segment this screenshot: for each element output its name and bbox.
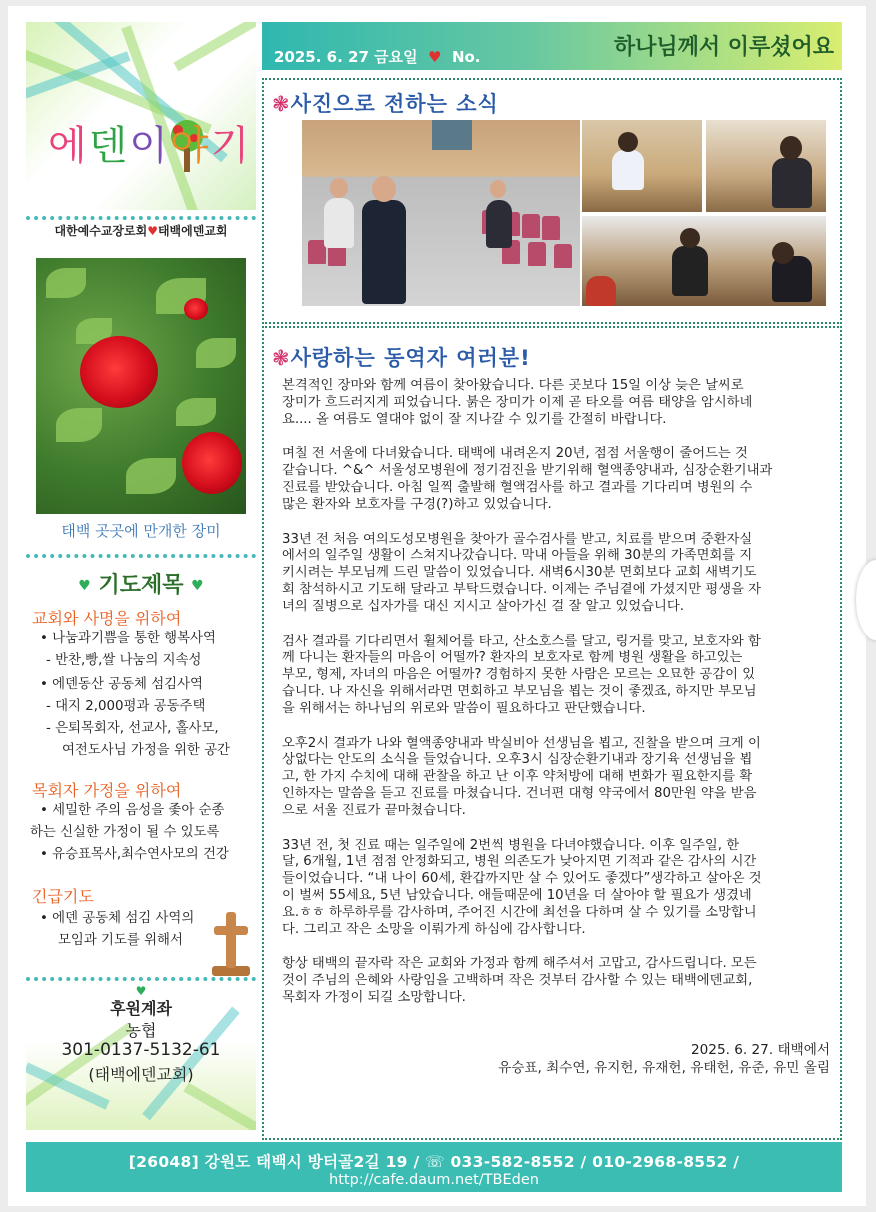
prayer-item: • 에덴 공동체 섬김 사역의 (40, 911, 195, 926)
letter-line: 요.... 올 여름도 열대야 없이 잘 지나갈 수 있기를 간절히 바랍니다. (282, 411, 667, 427)
heart-icon: ♥ (147, 224, 158, 238)
heart-icon: ♥ (191, 578, 204, 594)
letter-line: 다. 그리고 작은 소망을 이뤄가게 하심에 감사합니다. (282, 921, 586, 937)
giving-account: 301-0137-5132-61 (61, 1040, 221, 1060)
letter-line: 인하자는 말씀을 듣고 진료를 마쳤습니다. 건너편 대형 약국에서 80만원 약을 받음 (282, 785, 757, 801)
logo-char: 이 (129, 123, 170, 169)
letter-paragraph (282, 446, 824, 513)
rose-photo (36, 258, 246, 514)
letter-body (282, 378, 824, 1025)
letter-line: 진료를 받았습니다. 아침 일찍 출발해 혈액검사를 하고 결과를 기다리며 병원의 수 (282, 479, 753, 495)
footer (26, 1142, 842, 1192)
prayer-item: • 에덴동산 공동체 섬김사역 (40, 677, 203, 692)
prayer-heading: 목회자 가정을 위하여 (32, 781, 182, 800)
letter-line: 며칠 전 서울에 다녀왔습니다. 태백에 내려온지 20년, 점점 서울행이 줄어드는 것 (282, 446, 748, 462)
letter-line: 33년 전 처음 여의도성모병원을 찾아가 골수검사를 받고, 치료를 받으며 중환자실 (282, 531, 753, 547)
letter-line: 달, 6개월, 1년 점점 안정화되고, 병원 의존도가 낮아지면 기적과 같은 감사의 시간 (282, 854, 757, 870)
letter-line: 께 다니는 환자들의 마음이 어떨까? 환자의 보호자로 함께 병원 생활을 하고있는 (282, 650, 743, 666)
photo-study-3 (582, 216, 826, 306)
prayer-heading: 교회와 사명을 위하여 (32, 609, 182, 628)
letter-line: 요.ㅎㅎ 하루하루를 감사하며, 주어진 시간에 최선을 다하며 살 수 있기를 소망합니 (282, 904, 757, 920)
prayer-heading: 긴급기도 (32, 887, 94, 906)
letter-line: 고, 한 가지 수치에 대해 관찰을 하고 난 이후 약처방에 대해 변화가 필요한지를 확 (282, 769, 753, 785)
prayer-item: 모임과 기도를 위해서 (58, 933, 183, 948)
divider (26, 554, 256, 558)
left-column (26, 22, 256, 1130)
letter-line: 이 벌써 55세요, 5년 남았습니다. 애들때문에 10년을 더 살아야 할 필요가 생겼네 (282, 887, 752, 903)
letter-paragraph (282, 378, 824, 428)
letter-line: 본격적인 장마와 함께 여름이 찾아왔습니다. 다른 곳보다 15일 이상 늦은 날씨로 (282, 378, 744, 393)
logo-char: 덴 (88, 123, 130, 169)
logo-banner (26, 22, 256, 210)
letter-paragraph (282, 838, 824, 939)
divider (26, 216, 256, 220)
flower-icon: ❃ (272, 92, 291, 116)
prayer-item: • 세밀한 주의 음성을 좇아 순종 (40, 803, 225, 818)
letter-line: 많은 환자와 보호자를 구경(?)하고 있었습니다. (282, 496, 552, 512)
photo-chapel (302, 120, 580, 306)
footer-url[interactable]: http://cafe.daum.net/TBEden (329, 1172, 539, 1188)
photo-study-1 (582, 120, 702, 212)
prayer-item: 여전도사님 가정을 위한 공간 (62, 743, 230, 758)
issue-date: 2025. 6. 27 금요일 ♥ No. (274, 48, 481, 66)
heart-icon: ♥ (428, 48, 442, 66)
logo-title (48, 122, 251, 170)
letter-paragraph (282, 956, 824, 1006)
letter-paragraph (282, 736, 824, 820)
letter-sign-names: 유승표, 최수연, 유지헌, 유재헌, 유태헌, 유준, 유민 올림 (498, 1060, 830, 1076)
header-bar (262, 22, 842, 70)
prayer-item: - 대지 2,000평과 공동주택 (46, 699, 206, 714)
cross-icon (208, 906, 254, 978)
flower-icon: ❃ (272, 346, 291, 370)
letter-line: 회 참석하시고 기도해 달라고 부탁드렸습니다. 이제는 주님곁에 가셨지만 평생을 자 (282, 581, 761, 597)
prayer-title: ♥ 기도제목 ♥ (78, 573, 204, 598)
letter-section (262, 326, 842, 1140)
prayer-item: 하는 신실한 가정이 될 수 있도록 (30, 825, 220, 840)
footer-address: [26048] 강원도 태백시 방터골2길 19 / ☏ 033-582-8552 / 010-2968-8552 / (128, 1153, 740, 1171)
prayer-item: • 나눔과기쁨을 통한 행복사역 (40, 631, 216, 646)
letter-paragraph (282, 634, 824, 718)
photo-study-2 (706, 120, 826, 212)
church-name: 대한예수교장로회♥태백에덴교회 (54, 224, 228, 238)
giving-holder: (태백에덴교회) (88, 1065, 194, 1084)
header-title: 하나님께서 이루셨어요 (613, 35, 834, 60)
photo-news-section (262, 78, 842, 324)
giving-title: 후원계좌 (110, 999, 172, 1018)
letter-line: 장미가 흐드러지게 피었습니다. 붉은 장미가 이제 곧 타오를 여름 태양을 암시하네 (282, 394, 753, 410)
letter-sign-date: 2025. 6. 27. 태백에서 (691, 1042, 830, 1058)
prayer-item: - 은퇴목회자, 선교사, 홀사모, (46, 721, 219, 736)
letter-line: 들이었습니다. “내 나이 60세, 환갑까지만 살 수 있어도 좋겠다”생각하고 살아온 것 (282, 871, 762, 887)
logo-char: 기 (210, 123, 252, 169)
letter-line: 녀의 질병으로 십자가를 대신 지시고 살아가신 걸 잘 알고 있었습니다. (282, 598, 684, 614)
letter-line: 에서의 일주일 생활이 스쳐지나갔습니다. 막내 아들을 위해 30분의 가족면회를 지 (282, 548, 753, 564)
giving-bank: 농협 (125, 1021, 157, 1040)
rose-caption: 태백 곳곳에 만개한 장미 (61, 522, 221, 540)
letter-line: 33년 전, 첫 진료 때는 일주일에 2번씩 병원을 다녀야했습니다. 이후 일주일, 한 (282, 837, 740, 853)
letter-title: ❃사랑하는 동역자 여러분! (272, 346, 531, 370)
letter-line: 으로 서울 진료가 끝마쳤습니다. (282, 802, 466, 818)
letter-paragraph (282, 532, 824, 616)
letter-line: 오후2시 결과가 나와 혈액종양내과 박실비아 선생님을 뵙고, 진찰을 받으며 크게 이 (282, 735, 761, 751)
letter-line: 항상 태백의 끝자락 작은 교회와 가정과 함께 해주셔서 고맙고, 감사드립니다. 모든 (282, 956, 757, 972)
letter-line: 습니다. 나 자신을 위해서라면 면회하고 부모님을 뵙는 것이 좋겠죠, 하지만 부모님 (282, 683, 757, 699)
heart-icon: ♥ (135, 984, 147, 998)
letter-line: 상없다는 안도의 소식을 들었습니다. 오후3시 심장순환기내과 장기육 선생님을 뵙 (282, 752, 753, 768)
letter-line: 같습니다. ^&^ 서울성모병원에 정기검진을 받기위해 혈액종양내과, 심장순환기내과 (282, 463, 773, 479)
letter-line: 검사 결과를 기다리면서 휠체어를 타고, 산소호스를 달고, 링거를 맞고, 보호자와 함 (282, 633, 761, 649)
logo-char: 에 (48, 123, 89, 169)
letter-line: 목회자 가정이 되길 소망합니다. (282, 989, 466, 1005)
prayer-item: - 반찬,빵,쌀 나눔의 지속성 (46, 653, 202, 668)
letter-line: 것이 주님의 은혜와 사랑임을 고백하며 작은 것부터 감사할 수 있는 태백에덴교회, (282, 973, 753, 989)
prayer-item: • 유승표목사,최수연사모의 건강 (40, 847, 229, 862)
letter-line: 키시려는 부모님께 드린 말씀이 있었습니다. 새벽6시30분 면회보다 교회 새벽기도 (282, 565, 757, 581)
photo-news-title: ❃사진으로 전하는 소식 (272, 92, 499, 116)
heart-icon: ♥ (78, 578, 91, 594)
logo-char: 야 (169, 123, 211, 169)
divider (26, 977, 256, 981)
letter-line: 부모, 형제, 자녀의 마음은 어떨까? 경험하지 못한 사람은 모르는 오묘한 공감이 있 (282, 667, 756, 683)
letter-line: 을 위해서는 하나님의 위로와 말씀이 필요하다고 판단했습니다. (282, 700, 646, 716)
